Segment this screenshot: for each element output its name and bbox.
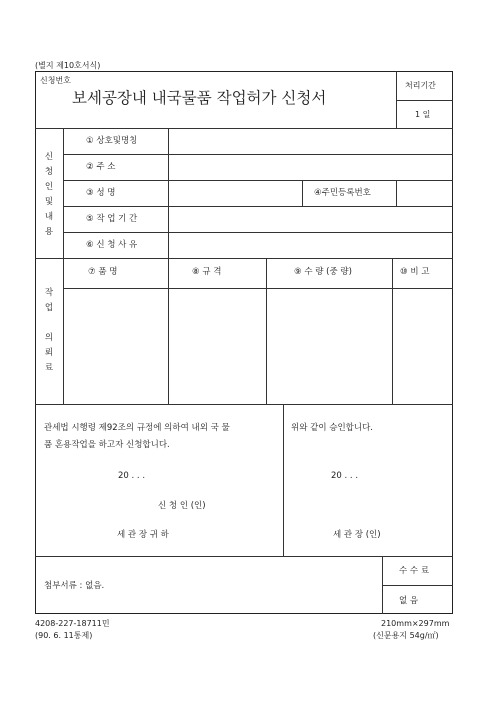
address-label: ② 주 소 [86, 162, 116, 172]
attachments: 첨부서류 : 없음. [44, 581, 105, 591]
application-number-label: 신청번호 [40, 76, 71, 85]
form-title: 보세공장내 내국물품 작업허가 신청서 [72, 89, 327, 107]
fee-label: 수 수 료 [399, 566, 430, 576]
fee-value: 없 음 [399, 596, 419, 606]
approval-date: 20 . . . [331, 471, 359, 481]
customs-chief-signature: 세 관 장 (인) [333, 530, 381, 540]
column-quantity: ⑨ 수 량 (중 량) [294, 267, 352, 277]
work-section-label: 작 업 의 뢰 료 [44, 288, 54, 373]
application-reason-label: ⑥ 신 청 사 유 [86, 240, 138, 250]
processing-period-value: 1 일 [415, 110, 431, 119]
applicant-section-label: 신 청 인 및 내 용 [44, 152, 54, 237]
approval-text: 위와 같이 승인합니다. [291, 423, 374, 433]
paper-type: (신문용지 54g/㎡) [373, 631, 439, 640]
declaration-text-line2: 품 혼용작업을 하고자 신청합니다. [44, 440, 170, 450]
person-name-label: ③ 성 명 [86, 188, 116, 198]
form-border [35, 71, 453, 614]
resident-id-label: ④주민등록번호 [314, 188, 371, 198]
column-item-name: ⑦ 품 명 [88, 267, 118, 277]
processing-period-label: 처리기간 [405, 81, 436, 90]
form-number: (별지 제10호서식) [35, 61, 101, 70]
approval-reference: (90. 6. 11통제) [35, 631, 93, 640]
column-spec: ⑧ 규 격 [192, 267, 222, 277]
declaration-text-line1: 관세법 시행령 제92조의 규정에 의하여 내외 국 물 [44, 423, 230, 433]
work-period-label: ⑤ 작 업 기 간 [86, 214, 138, 224]
applicant-signature: 신 청 인 (인) [158, 501, 206, 511]
form-code: 4208-227-18711민 [35, 619, 110, 628]
paper-size: 210mm×297mm [381, 619, 450, 628]
application-date: 20 . . . [118, 471, 146, 481]
column-remarks: ⑩ 비 고 [400, 267, 430, 277]
addressee: 세 관 장 귀 하 [117, 530, 169, 540]
business-name-label: ① 상호및명칭 [86, 136, 138, 146]
